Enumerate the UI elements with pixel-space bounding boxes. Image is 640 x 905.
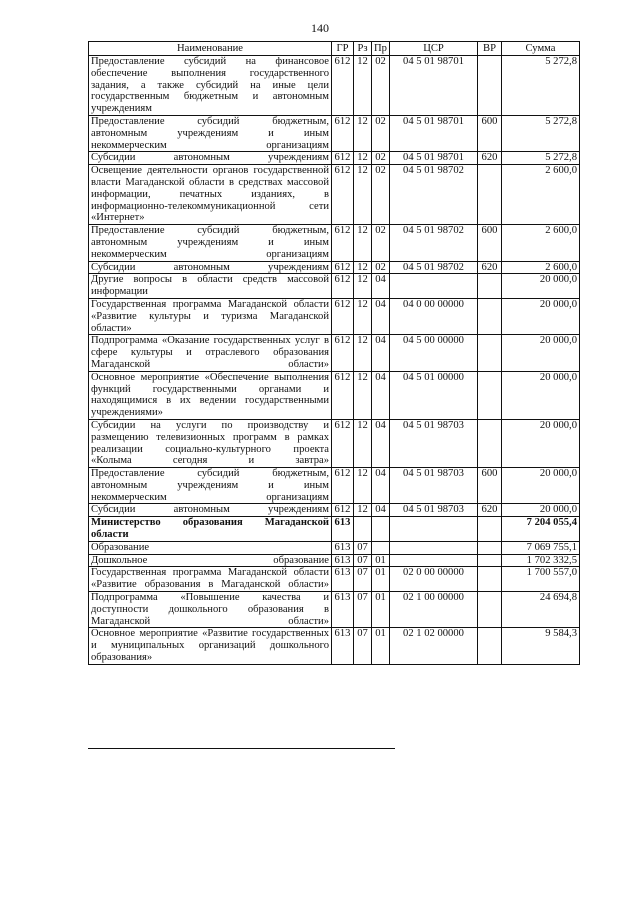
- cell-sum: 5 272,8: [502, 56, 580, 116]
- cell-pr: 02: [372, 261, 390, 274]
- cell-rz: [354, 517, 372, 542]
- table-row: [89, 115, 580, 151]
- cell-sum: 1 702 332,5: [502, 554, 580, 567]
- cell-name: [89, 567, 332, 592]
- cell-sum: 2 600,0: [502, 165, 580, 225]
- cell-vr: [478, 517, 502, 542]
- cell-sum: 5 272,8: [502, 115, 580, 151]
- cell-gr: 613: [332, 628, 354, 664]
- cell-csr: 04 5 01 98701: [390, 56, 478, 116]
- cell-vr: [478, 298, 502, 334]
- cell-sum: 7 204 055,4: [502, 517, 580, 542]
- row-name-text: Субсидии на услуги по производству и размещению телевизионных программ в рамках реализации социально-культурного проекта «Колыма сегодня и завтра»: [91, 419, 329, 467]
- header-pr: Пр: [372, 42, 390, 56]
- table-header-row: [89, 42, 580, 56]
- cell-gr: 612: [332, 335, 354, 371]
- table-row: [89, 468, 580, 504]
- cell-csr: [390, 274, 478, 299]
- cell-name: [89, 56, 332, 116]
- cell-vr: [478, 56, 502, 116]
- cell-name: [89, 115, 332, 151]
- table-row: [89, 274, 580, 299]
- header-name: Наименование: [89, 42, 332, 56]
- cell-name: [89, 152, 332, 165]
- cell-csr: 04 5 01 98703: [390, 468, 478, 504]
- cell-gr: 613: [332, 592, 354, 628]
- cell-sum: 20 000,0: [502, 468, 580, 504]
- row-name-text: Предоставление субсидий на финансовое обеспечение выполнения государственного задания, а также субсидий на иные цели государственным бюджетным и автономным учреждениям: [91, 56, 329, 115]
- cell-pr: 02: [372, 225, 390, 261]
- cell-name: [89, 371, 332, 419]
- table-row: [89, 554, 580, 567]
- cell-rz: 12: [354, 115, 372, 151]
- cell-csr: 04 5 01 00000: [390, 371, 478, 419]
- cell-sum: 9 584,3: [502, 628, 580, 664]
- cell-sum: 2 600,0: [502, 261, 580, 274]
- cell-gr: 612: [332, 419, 354, 467]
- cell-pr: 04: [372, 335, 390, 371]
- row-name-text: Государственная программа Магаданской области «Развитие образования в Магаданской области»: [91, 567, 329, 591]
- cell-csr: 02 1 02 00000: [390, 628, 478, 664]
- cell-gr: 612: [332, 56, 354, 116]
- cell-sum: 20 000,0: [502, 371, 580, 419]
- table-row: [89, 567, 580, 592]
- row-name-text: Предоставление субсидий бюджетным, автономным учреждениям и иным некоммерческим организациям: [91, 468, 329, 503]
- table-row: [89, 628, 580, 664]
- cell-csr: 04 0 00 00000: [390, 298, 478, 334]
- cell-rz: 07: [354, 628, 372, 664]
- cell-sum: 24 694,8: [502, 592, 580, 628]
- page-number: 140: [311, 21, 329, 35]
- cell-csr: 04 5 01 98701: [390, 115, 478, 151]
- cell-rz: 12: [354, 56, 372, 116]
- table-row: [89, 225, 580, 261]
- cell-sum: 20 000,0: [502, 419, 580, 467]
- cell-pr: [372, 541, 390, 554]
- cell-gr: 613: [332, 567, 354, 592]
- cell-vr: [478, 274, 502, 299]
- cell-vr: [478, 165, 502, 225]
- cell-pr: 04: [372, 419, 390, 467]
- header-gr: ГР: [332, 42, 354, 56]
- cell-name: [89, 298, 332, 334]
- cell-vr: 620: [478, 261, 502, 274]
- cell-pr: 02: [372, 152, 390, 165]
- cell-rz: 07: [354, 592, 372, 628]
- cell-name: [89, 335, 332, 371]
- cell-csr: 02 1 00 00000: [390, 592, 478, 628]
- cell-name: [89, 274, 332, 299]
- cell-gr: 612: [332, 504, 354, 517]
- cell-gr: 613: [332, 517, 354, 542]
- cell-pr: 04: [372, 371, 390, 419]
- cell-gr: 612: [332, 468, 354, 504]
- table-row: [89, 592, 580, 628]
- cell-csr: [390, 554, 478, 567]
- row-name-text: Образование: [91, 541, 150, 553]
- row-name-text: Основное мероприятие «Развитие государственных и муниципальных организаций дошкольного образования»: [91, 628, 329, 664]
- cell-gr: 612: [332, 371, 354, 419]
- cell-name: [89, 165, 332, 225]
- header-csr: ЦСР: [390, 42, 478, 56]
- cell-gr: 612: [332, 274, 354, 299]
- cell-csr: 04 5 00 00000: [390, 335, 478, 371]
- row-name-text: Субсидии автономным учреждениям: [91, 152, 329, 164]
- cell-vr: [478, 567, 502, 592]
- cell-vr: 600: [478, 115, 502, 151]
- cell-name: [89, 261, 332, 274]
- row-name-text: Субсидии автономным учреждениям: [91, 504, 329, 516]
- cell-name: [89, 504, 332, 517]
- cell-vr: [478, 419, 502, 467]
- cell-sum: 20 000,0: [502, 298, 580, 334]
- row-name-text: Подпрограмма «Оказание государственных услуг в сфере культуры и отраслевого образования Магаданской области»: [91, 335, 329, 370]
- table-row: [89, 298, 580, 334]
- cell-name: [89, 517, 332, 542]
- cell-vr: [478, 554, 502, 567]
- cell-rz: 12: [354, 504, 372, 517]
- table-row: [89, 517, 580, 542]
- table-row: [89, 56, 580, 116]
- cell-gr: 612: [332, 225, 354, 261]
- cell-rz: 07: [354, 554, 372, 567]
- cell-vr: [478, 335, 502, 371]
- cell-rz: 12: [354, 274, 372, 299]
- cell-pr: 04: [372, 468, 390, 504]
- cell-gr: 612: [332, 298, 354, 334]
- cell-csr: 04 5 01 98702: [390, 261, 478, 274]
- cell-rz: 07: [354, 541, 372, 554]
- row-name-text: Субсидии автономным учреждениям: [91, 261, 329, 273]
- table-row: [89, 371, 580, 419]
- budget-table: [88, 41, 580, 665]
- cell-csr: 04 5 01 98701: [390, 152, 478, 165]
- cell-vr: [478, 541, 502, 554]
- cell-rz: 12: [354, 298, 372, 334]
- table-body: [89, 56, 580, 665]
- cell-name: [89, 541, 332, 554]
- cell-name: [89, 419, 332, 467]
- table-row: [89, 335, 580, 371]
- cell-name: [89, 468, 332, 504]
- cell-pr: 01: [372, 554, 390, 567]
- cell-rz: 12: [354, 165, 372, 225]
- cell-csr: 02 0 00 00000: [390, 567, 478, 592]
- cell-gr: 612: [332, 115, 354, 151]
- cell-pr: 04: [372, 298, 390, 334]
- cell-vr: [478, 592, 502, 628]
- header-vr: ВР: [478, 42, 502, 56]
- footnote-rule: [88, 748, 395, 749]
- cell-csr: 04 5 01 98703: [390, 419, 478, 467]
- cell-gr: 612: [332, 152, 354, 165]
- cell-pr: 01: [372, 567, 390, 592]
- cell-vr: [478, 628, 502, 664]
- cell-gr: 613: [332, 554, 354, 567]
- table-row: [89, 152, 580, 165]
- table-row: [89, 261, 580, 274]
- row-name-text: Основное мероприятие «Обеспечение выполнения функций государственными органами и находящимися в их ведении государственными учреждениями»: [91, 371, 329, 419]
- cell-gr: 612: [332, 261, 354, 274]
- cell-sum: 7 069 755,1: [502, 541, 580, 554]
- cell-pr: 02: [372, 56, 390, 116]
- cell-pr: [372, 517, 390, 542]
- cell-rz: 12: [354, 225, 372, 261]
- cell-pr: 02: [372, 115, 390, 151]
- cell-rz: 12: [354, 419, 372, 467]
- cell-vr: 620: [478, 504, 502, 517]
- cell-vr: 600: [478, 468, 502, 504]
- cell-vr: 600: [478, 225, 502, 261]
- table-row: [89, 541, 580, 554]
- row-name-text: Министерство образования Магаданской области: [91, 517, 329, 541]
- table-row: [89, 504, 580, 517]
- row-name-text: Подпрограмма «Повышение качества и доступности дошкольного образования в Магаданской области»: [91, 592, 329, 627]
- cell-name: [89, 554, 332, 567]
- cell-csr: [390, 517, 478, 542]
- cell-pr: 01: [372, 628, 390, 664]
- cell-pr: 04: [372, 274, 390, 299]
- header-sum: Сумма: [502, 42, 580, 56]
- cell-rz: 12: [354, 468, 372, 504]
- cell-name: [89, 225, 332, 261]
- cell-name: [89, 628, 332, 664]
- cell-gr: 612: [332, 165, 354, 225]
- row-name-text: Дошкольное образование: [91, 554, 329, 566]
- cell-rz: 12: [354, 261, 372, 274]
- cell-sum: 20 000,0: [502, 274, 580, 299]
- cell-rz: 12: [354, 371, 372, 419]
- row-name-text: Предоставление субсидий бюджетным, автономным учреждениям и иным некоммерческим организациям: [91, 115, 329, 151]
- cell-gr: 613: [332, 541, 354, 554]
- cell-sum: 2 600,0: [502, 225, 580, 261]
- cell-pr: 01: [372, 592, 390, 628]
- cell-csr: 04 5 01 98702: [390, 225, 478, 261]
- cell-pr: 04: [372, 504, 390, 517]
- table-row: [89, 165, 580, 225]
- header-rz: Рз: [354, 42, 372, 56]
- row-name-text: Предоставление субсидий бюджетным, автономным учреждениям и иным некоммерческим организациям: [91, 225, 329, 260]
- cell-csr: 04 5 01 98702: [390, 165, 478, 225]
- cell-rz: 07: [354, 567, 372, 592]
- row-name-text: Освещение деятельности органов государственной власти Магаданской области в средствах массовой информации, печатных изданиях, в информационно-телекоммуникационной сети «Интернет»: [91, 165, 329, 224]
- cell-pr: 02: [372, 165, 390, 225]
- cell-sum: 20 000,0: [502, 504, 580, 517]
- table-row: [89, 419, 580, 467]
- cell-sum: 1 700 557,0: [502, 567, 580, 592]
- cell-vr: 620: [478, 152, 502, 165]
- cell-sum: 20 000,0: [502, 335, 580, 371]
- cell-name: [89, 592, 332, 628]
- cell-csr: [390, 541, 478, 554]
- cell-sum: 5 272,8: [502, 152, 580, 165]
- cell-vr: [478, 371, 502, 419]
- cell-rz: 12: [354, 152, 372, 165]
- row-name-text: Государственная программа Магаданской области «Развитие культуры и туризма Магаданской области»: [91, 298, 329, 334]
- cell-rz: 12: [354, 335, 372, 371]
- cell-csr: 04 5 01 98703: [390, 504, 478, 517]
- row-name-text: Другие вопросы в области средств массовой информации: [91, 274, 329, 298]
